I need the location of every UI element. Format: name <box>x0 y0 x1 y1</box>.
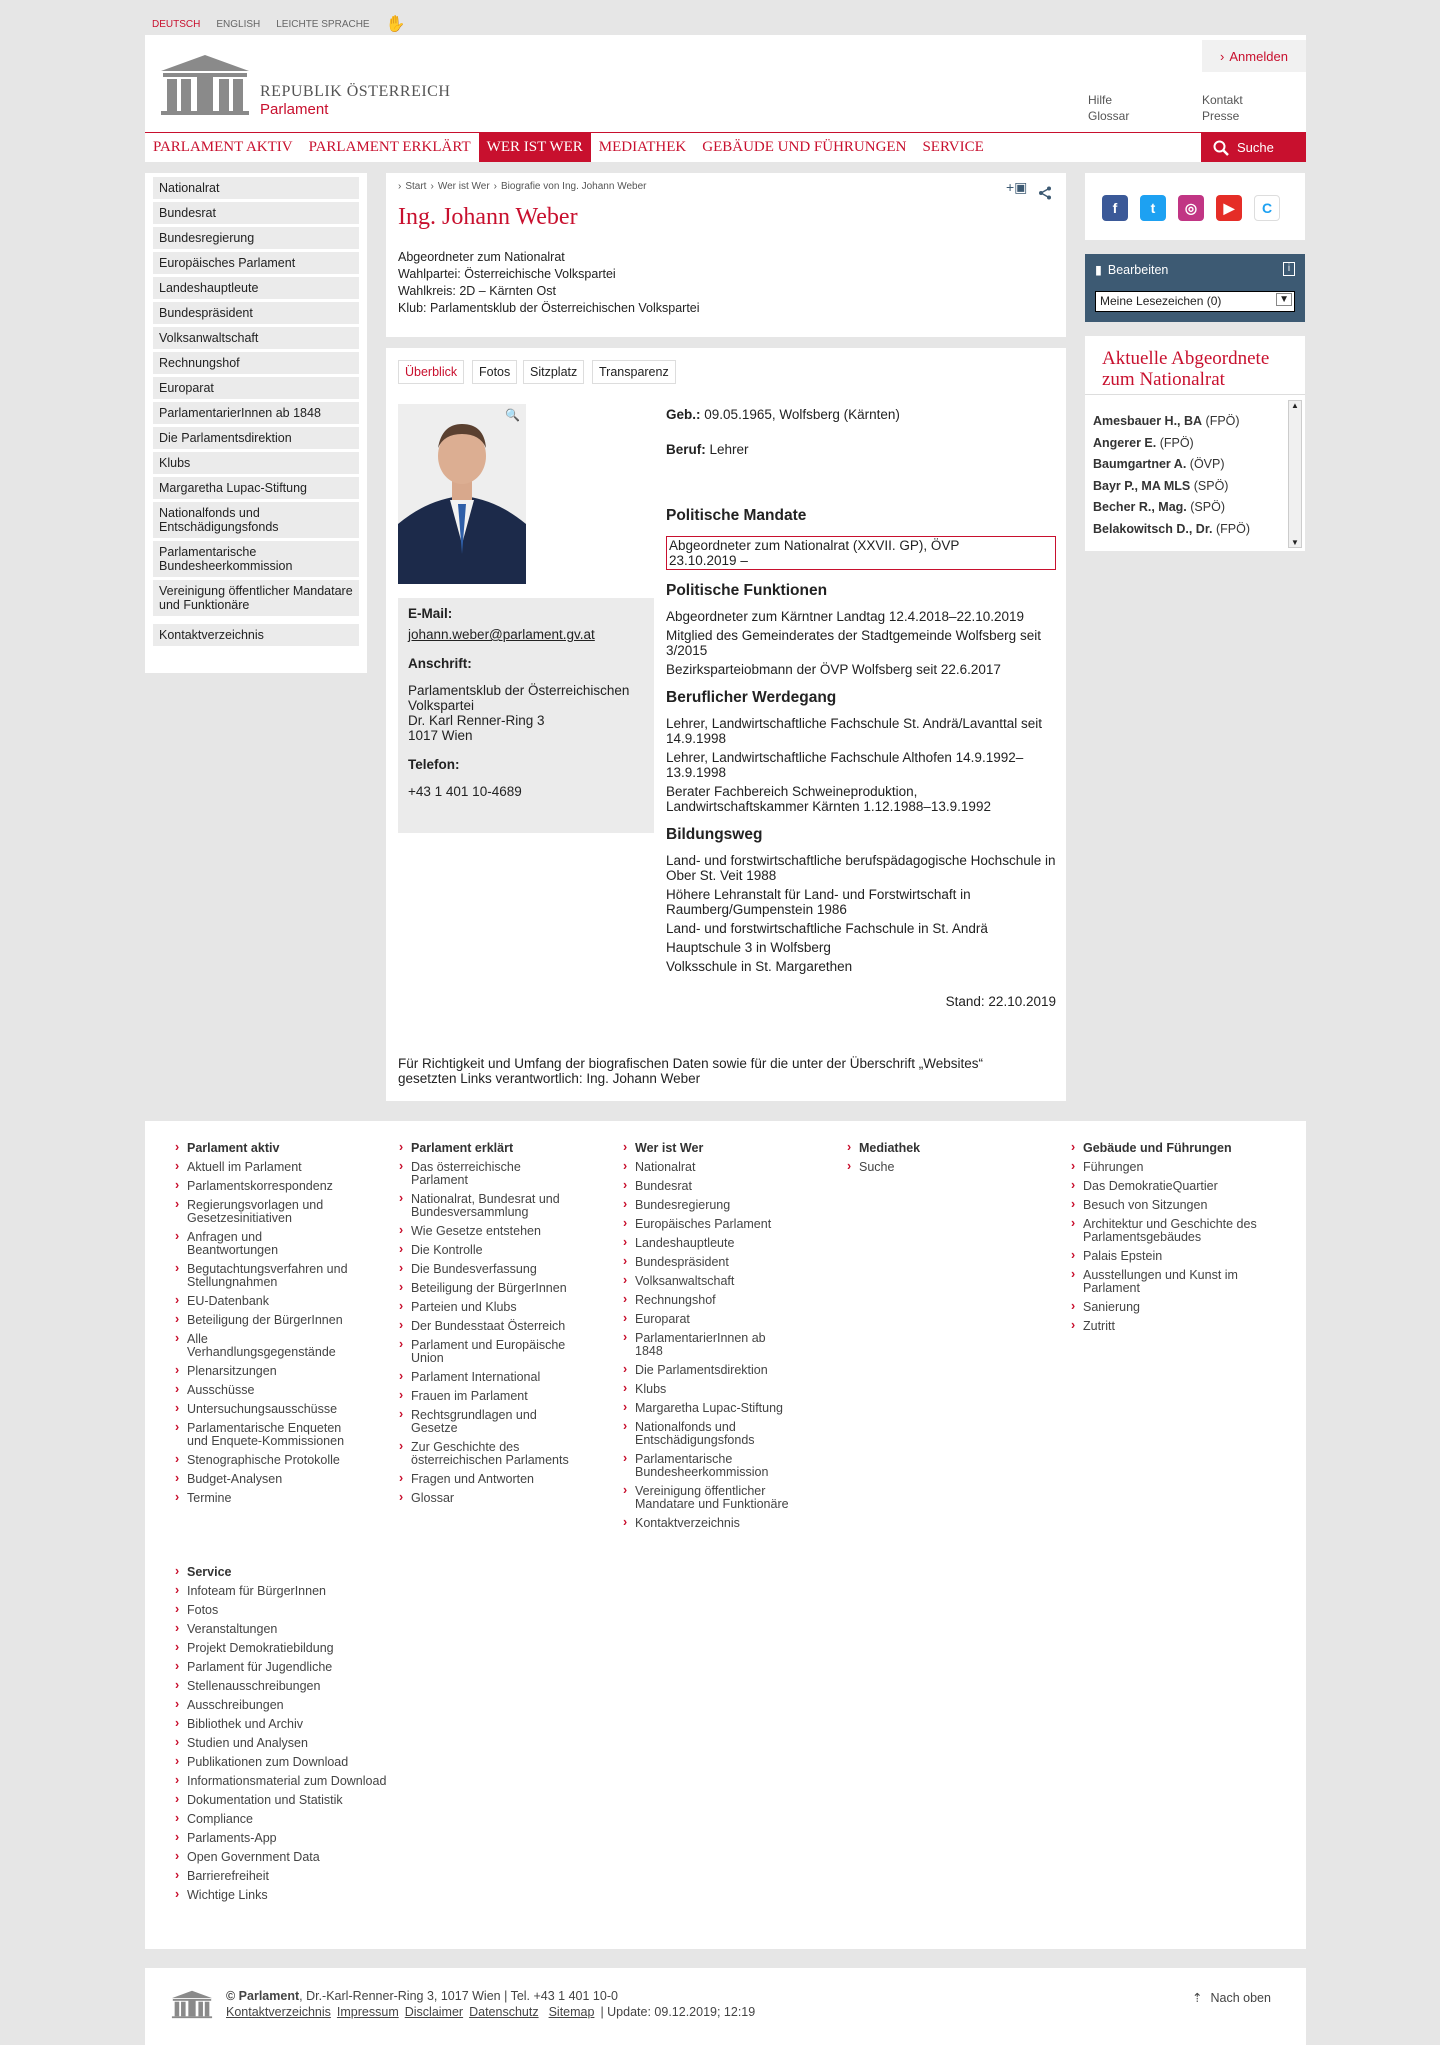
nav-service[interactable]: SERVICE <box>922 139 984 155</box>
footer-link[interactable]: › Regierungsvorlagen und Gesetzesinitiativen <box>173 1199 353 1225</box>
career-item: Lehrer, Landwirtschaftliche Fachschule St. Andrä/Lavanttal seit 14.9.1998 <box>666 716 1042 746</box>
sidebar-item-kontaktverzeichnis[interactable]: Kontaktverzeichnis <box>153 624 359 646</box>
footer-link[interactable]: › Zur Geschichte des österreichischen Parlaments <box>397 1441 577 1467</box>
nav-mediathek[interactable]: MEDIATHEK <box>598 139 687 155</box>
footer-link[interactable]: › Ausschüsse <box>173 1384 353 1397</box>
instagram-icon[interactable]: ◎ <box>1178 195 1204 221</box>
footer-link[interactable]: › Das DemokratieQuartier <box>1069 1180 1259 1193</box>
tab-transparenz[interactable]: Transparenz <box>592 360 676 384</box>
login-label: Anmelden <box>1229 48 1288 64</box>
sidebar-item-landeshauptleute[interactable]: Landeshauptleute <box>153 277 359 299</box>
footer-link[interactable]: › Parlaments-App <box>173 1832 413 1845</box>
kontaktverzeichnis-link[interactable]: Kontaktverzeichnis <box>226 2005 331 2019</box>
sidebar-item-bundespraesident[interactable]: Bundespräsident <box>153 302 359 324</box>
sidebar-item-bundesheerkommission[interactable]: Parlamentarische Bundesheerkommission <box>153 541 359 577</box>
footer-link[interactable]: › Publikationen zum Download <box>173 1756 413 1769</box>
footer-link[interactable]: › Frauen im Parlament <box>397 1390 577 1403</box>
brand-title: REPUBLIK ÖSTERREICH <box>260 83 451 100</box>
content-card <box>386 348 1066 1101</box>
footer-link[interactable]: › Compliance <box>173 1813 413 1826</box>
scroll-up-icon[interactable]: ▲ <box>1291 401 1299 410</box>
functions-heading: Politische Funktionen <box>666 582 828 599</box>
mp-item[interactable]: Angerer E. (FPÖ) <box>1093 435 1194 450</box>
footer-link[interactable]: › Klubs <box>621 1383 801 1396</box>
stand-date: Stand: 22.10.2019 <box>945 994 1056 1009</box>
birth-row: Geb.: 09.05.1965, Wolfsberg (Kärnten) <box>666 407 900 422</box>
footer-col-mediathek: › Mediathek › Suche <box>845 1141 1025 1180</box>
parliament-logo-icon[interactable] <box>159 53 251 115</box>
sidebar-item-lupac[interactable]: Margaretha Lupac-Stiftung <box>153 477 359 499</box>
person-header <box>386 173 1066 337</box>
chevron-down-icon: ▼ <box>1276 293 1292 306</box>
footer-link[interactable]: › Die Parlamentsdirektion <box>621 1364 801 1377</box>
nav-wer-ist-wer[interactable]: WER IST WER <box>479 133 591 162</box>
mp-item[interactable]: Becher R., Mag. (SPÖ) <box>1093 500 1225 514</box>
footer-link[interactable]: › Wie Gesetze entstehen <box>397 1225 577 1238</box>
info-icon[interactable]: i <box>1283 262 1295 276</box>
sidebar-item-nationalrat[interactable]: Nationalrat <box>153 177 359 199</box>
footer-link[interactable]: › Palais Epstein <box>1069 1250 1259 1263</box>
education-item: Volksschule in St. Margarethen <box>666 959 853 974</box>
footer-link[interactable]: › Bundesregierung <box>621 1199 801 1212</box>
function-item: Mitglied des Gemeinderates der Stadtgemeinde Wolfsberg seit 3/2015 <box>666 628 1041 658</box>
update-timestamp: | Update: 09.12.2019; 12:19 <box>600 2005 756 2019</box>
sidebar-item-bundesregierung[interactable]: Bundesregierung <box>153 227 359 249</box>
footer-link[interactable]: › Margaretha Lupac-Stiftung <box>621 1402 801 1415</box>
sidebar-item-volksanwaltschaft[interactable]: Volksanwaltschaft <box>153 327 359 349</box>
language-bar <box>152 14 406 34</box>
footer-link[interactable]: › Der Bundesstaat Österreich <box>397 1320 577 1333</box>
lang-english[interactable]: ENGLISH <box>216 18 261 30</box>
sidebar-item-rechnungshof[interactable]: Rechnungshof <box>153 352 359 374</box>
footer-link[interactable]: › Parlament für Jugendliche <box>173 1661 413 1674</box>
footer-link[interactable]: › Vereinigung öffentlicher Mandatare und Funktionäre <box>621 1485 801 1511</box>
current-mps-title: Aktuelle Abgeordnete zum Nationalrat <box>1102 348 1270 390</box>
footer-link[interactable]: › Rechtsgrundlagen und Gesetze <box>397 1409 577 1435</box>
sign-language-icon[interactable]: ✋ <box>385 16 406 33</box>
mp-item[interactable]: Amesbauer H., BA (FPÖ) <box>1093 414 1240 428</box>
breadcrumb: › Start › Wer ist Wer › Biografie von Ing. Johann Weber <box>398 181 647 192</box>
share-icon[interactable] <box>1038 186 1052 200</box>
help-link[interactable]: Hilfe <box>1088 93 1113 107</box>
bookmarks-header[interactable]: ▮ Bearbeiten <box>1095 262 1169 277</box>
contact-link[interactable]: Kontakt <box>1202 93 1243 107</box>
contact-box <box>398 598 654 833</box>
sidebar-item-klubs[interactable]: Klubs <box>153 452 359 474</box>
footer-link[interactable]: › Barrierefreiheit <box>173 1870 413 1883</box>
footer-link[interactable]: › Volksanwaltschaft <box>621 1275 801 1288</box>
press-link[interactable]: Presse <box>1202 109 1240 123</box>
legal-links <box>226 2005 755 2019</box>
footer-link[interactable]: › Fotos <box>173 1604 413 1617</box>
lang-deutsch[interactable]: DEUTSCH <box>152 18 201 30</box>
footer-link[interactable]: › Besuch von Sitzungen <box>1069 1199 1259 1212</box>
footer-link[interactable]: › Sanierung <box>1069 1301 1259 1314</box>
career-heading: Beruflicher Werdegang <box>666 689 837 706</box>
login-button[interactable] <box>1202 40 1306 72</box>
mp-item[interactable]: Baumgartner A. (ÖVP) <box>1093 457 1225 471</box>
footer-link[interactable]: › Zutritt <box>1069 1320 1259 1333</box>
footer-link[interactable]: › Rechnungshof <box>621 1294 801 1307</box>
breadcrumb-wer-ist-wer[interactable]: Wer ist Wer <box>437 181 490 192</box>
footer-link[interactable]: › Beteiligung der BürgerInnen <box>173 1314 353 1327</box>
footer-link[interactable]: › Nationalfonds und Entschädigungsfonds <box>621 1421 801 1447</box>
education-heading: Bildungsweg <box>666 826 763 843</box>
footer-link[interactable]: › Führungen <box>1069 1161 1259 1174</box>
email-label: E-Mail: <box>408 606 453 621</box>
bookmark-icon: ▮ <box>1095 263 1102 277</box>
footer-col-wer-ist-wer: › Wer ist Wer › Nationalrat › Bundesrat › Bundesregierung › Europäisches Parlament › Landeshauptleute › Bundespräsident › Volksanwaltschaft › Rechnungshof › Europarat › ParlamentarierInnen ab 1848 › Die Parlamentsdirektion › Klubs › Margaretha Lupac-Stiftung › Nationalfonds und Entschädigungsfonds › Parlamentarische Bundesheerkommission › Vereinigung öffentlicher Mandatare und Funktionäre › Kontaktverzeichnis <box>621 1141 801 1536</box>
footer-link[interactable]: › Parteien und Klubs <box>397 1301 577 1314</box>
function-item: Abgeordneter zum Kärntner Landtag 12.4.2018–22.10.2019 <box>666 609 1025 624</box>
parliament-small-logo-icon <box>171 1988 213 2020</box>
mp-item[interactable]: Bayr P., MA MLS (SPÖ) <box>1093 478 1229 493</box>
search-icon <box>1213 140 1229 156</box>
footer-link[interactable]: › Open Government Data <box>173 1851 413 1864</box>
twitter-icon[interactable]: t <box>1140 195 1166 221</box>
address-label: Anschrift: <box>408 656 472 671</box>
current-mps-box <box>1085 336 1305 551</box>
back-to-top-link[interactable]: ⇡ Nach oben <box>1192 1991 1271 2005</box>
footer-link[interactable]: › Plenarsitzungen <box>173 1365 353 1378</box>
footer-col-gebaeude: › Gebäude und Führungen › Führungen › Das DemokratieQuartier › Besuch von Sitzungen › Architektur und Geschichte des Parlamentsgebäudes › Palais Epstein › Ausstellungen und Kunst im Parlament › Sanierung › Zutritt <box>1069 1141 1259 1339</box>
footer-link[interactable]: › Termine <box>173 1492 353 1505</box>
education-item: Land- und forstwirtschaftliche Fachschule in St. Andrä <box>666 921 988 936</box>
sidebar-item-parlamentsdirektion[interactable]: Die Parlamentsdirektion <box>153 427 359 449</box>
nav-parlament-erklaert[interactable]: PARLAMENT ERKLÄRT <box>308 139 471 155</box>
footer-link[interactable]: › Infoteam für BürgerInnen <box>173 1585 413 1598</box>
function-item: Bezirksparteiobmann der ÖVP Wolfsberg seit 22.6.2017 <box>666 662 1001 677</box>
mp-list-scrollbar[interactable] <box>1288 400 1302 548</box>
footer-link[interactable]: › Budget-Analysen <box>173 1473 353 1486</box>
tab-fotos[interactable]: Fotos <box>472 360 517 384</box>
education-item: Land- und forstwirtschaftliche berufspädagogische Hochschule in Ober St. Veit 1988 <box>666 853 1056 883</box>
footer-link[interactable]: › Die Kontrolle <box>397 1244 577 1257</box>
footer-link[interactable]: › Das österreichische Parlament <box>397 1161 577 1187</box>
datenschutz-link[interactable]: Datenschutz <box>469 2005 539 2019</box>
nav-parlament-aktiv[interactable]: PARLAMENT AKTIV <box>153 139 293 155</box>
footer-link[interactable]: › Fragen und Antworten <box>397 1473 577 1486</box>
footer-col-parlament-erklaert: › Parlament erklärt › Das österreichische Parlament › Nationalrat, Bundesrat und Bundesversammlung › Wie Gesetze entstehen › Die Kontrolle › Die Bundesverfassung › Beteiligung der BürgerInnen › Parteien und Klubs › Der Bundesstaat Österreich › Parlament und Europäische Union › Parlament International › Frauen im Parlament › Rechtsgrundlagen und Gesetze › Zur Geschichte des österreichischen Parlaments › Fragen und Antworten › Glossar <box>397 1141 577 1511</box>
footer-link[interactable]: › ParlamentarierInnen ab 1848 <box>621 1332 771 1358</box>
footer-link[interactable]: › Parlament International <box>397 1371 577 1384</box>
footer-col-service: › Service › Infoteam für BürgerInnen › Fotos › Veranstaltungen › Projekt Demokratiebildung › Parlament für Jugendliche › Stellenausschreibungen › Ausschreibungen › Bibliothek und Archiv › Studien und Analysen › Publikationen zum Download › Informationsmaterial zum Download › Dokumentation und Statistik › Compliance › Parlaments-App › Open Government Data › Barrierefreiheit › Wichtige Links <box>173 1565 413 1908</box>
tab-sitzplatz[interactable]: Sitzplatz <box>523 360 584 384</box>
sidebar <box>145 173 367 673</box>
sitemap-link[interactable]: Sitemap <box>548 2005 595 2019</box>
disclaimer-text: Für Richtigkeit und Umfang der biografischen Daten sowie für die unter der Überschrift „Websites“ gesetzten Links verantwortlich: Ing. Johann Weber <box>398 1056 984 1086</box>
bookmarks-panel <box>1085 254 1305 322</box>
footer-link[interactable]: › Beteiligung der BürgerInnen <box>397 1282 577 1295</box>
bottom-bar <box>145 1968 1306 2045</box>
footer-link[interactable]: › Suche <box>845 1161 1025 1174</box>
address-value: Parlamentsklub der Österreichischen Volkspartei Dr. Karl Renner-Ring 3 1017 Wien <box>408 683 630 743</box>
demokratiewebstatt-icon[interactable]: C <box>1254 195 1280 221</box>
phone-value: +43 1 401 10-4689 <box>408 784 522 799</box>
copyright-line: © Parlament, Dr.-Karl-Renner-Ring 3, 1017 Wien | Tel. +43 1 401 10-0 <box>226 1989 618 2003</box>
phone-label: Telefon: <box>408 757 460 772</box>
footer-link[interactable]: › Die Bundesverfassung <box>397 1263 577 1276</box>
mp-item[interactable]: Belakowitsch D., Dr. (FPÖ) <box>1093 521 1250 536</box>
breadcrumb-start[interactable]: Start <box>405 181 427 192</box>
zoom-icon[interactable]: 🔍 <box>505 408 520 422</box>
scroll-down-icon[interactable]: ▼ <box>1291 538 1299 547</box>
facebook-icon[interactable]: f <box>1102 195 1128 221</box>
search-button[interactable] <box>1201 133 1306 162</box>
social-links <box>1085 173 1305 240</box>
sidebar-item-nationalfonds[interactable]: Nationalfonds und Entschädigungsfonds <box>153 502 359 538</box>
footer-link[interactable]: › Europarat <box>621 1313 801 1326</box>
footer-link[interactable]: › Ausstellungen und Kunst im Parlament <box>1069 1269 1259 1295</box>
person-party: Wahlpartei: Österreichische Volkspartei <box>398 267 616 281</box>
footer-link[interactable]: › Bundespräsident <box>621 1256 801 1269</box>
nav-gebaeude[interactable]: GEBÄUDE UND FÜHRUNGEN <box>702 139 907 155</box>
footer-link[interactable]: › Veranstaltungen <box>173 1623 413 1636</box>
impressum-link[interactable]: Impressum <box>336 2005 399 2019</box>
add-bookmark-icon[interactable]: +▣ <box>1006 179 1028 195</box>
footer-col-parlament-aktiv: › Parlament aktiv › Aktuell im Parlament › Parlamentskorrespondenz › Regierungsvorlagen und Gesetzesinitiativen › Anfragen und Beantwortungen › Begutachtungsverfahren und Stellungnahmen › EU-Datenbank › Beteiligung der BürgerInnen › Alle Verhandlungsgegenstände › Plenarsitzungen › Ausschüsse › Untersuchungsausschüsse › Parlamentarische Enqueten und Enquete-Kommissionen › Stenographische Protokolle › Budget-Analysen › Termine <box>173 1141 353 1511</box>
footer-sitemap <box>145 1121 1306 1949</box>
footer-link[interactable]: › Informationsmaterial zum Download <box>173 1775 413 1788</box>
youtube-icon[interactable]: ▶ <box>1216 195 1242 221</box>
lang-easy[interactable]: LEICHTE SPRACHE <box>276 18 370 30</box>
chevron-right-icon: › <box>1220 48 1225 64</box>
page-title: Ing. Johann Weber <box>398 204 578 230</box>
tab-ueberblick[interactable]: Überblick <box>398 360 464 384</box>
sidebar-item-bundesrat[interactable]: Bundesrat <box>153 202 359 224</box>
career-item: Lehrer, Landwirtschaftliche Fachschule Althofen 14.9.1992–13.9.1998 <box>666 750 1024 780</box>
footer-link[interactable]: › Parlamentarische Bundesheerkommission <box>621 1453 801 1479</box>
footer-link[interactable]: › Begutachtungsverfahren und Stellungnahmen <box>173 1263 353 1289</box>
footer-link[interactable]: › EU-Datenbank <box>173 1295 353 1308</box>
breadcrumb-current: Biografie von Ing. Johann Weber <box>501 181 647 192</box>
main-navigation <box>145 132 1306 162</box>
footer-link[interactable]: › Anfragen und Beantwortungen <box>173 1231 353 1257</box>
sidebar-item-europarat[interactable]: Europarat <box>153 377 359 399</box>
footer-link[interactable]: › Alle Verhandlungsgegenstände <box>173 1333 353 1359</box>
footer-link[interactable]: › Untersuchungsausschüsse <box>173 1403 353 1416</box>
glossary-link[interactable]: Glossar <box>1088 109 1130 123</box>
brand-subtitle: Parlament <box>260 101 329 118</box>
mandates-heading: Politische Mandate <box>666 507 807 524</box>
footer-link[interactable]: › Glossar <box>397 1492 577 1505</box>
sidebar-item-vereinigung[interactable]: Vereinigung öffentlicher Mandatare und Funktionäre <box>153 580 359 616</box>
footer-link[interactable]: › Kontaktverzeichnis <box>621 1517 801 1530</box>
footer-link[interactable]: › Ausschreibungen <box>173 1699 413 1712</box>
biography-details <box>666 404 1056 1009</box>
footer-link[interactable]: › Stenographische Protokolle <box>173 1454 353 1467</box>
footer-link[interactable]: › Landeshauptleute <box>621 1237 801 1250</box>
footer-link[interactable]: › Bibliothek und Archiv <box>173 1718 413 1731</box>
footer-link[interactable]: › Dokumentation und Statistik <box>173 1794 413 1807</box>
email-link[interactable]: johann.weber@parlament.gv.at <box>408 627 595 642</box>
current-mandate: Abgeordneter zum Nationalrat (XXVII. GP), ÖVP 23.10.2019 – <box>666 536 1056 570</box>
job-row: Beruf: Lehrer <box>666 442 749 457</box>
education-item: Hauptschule 3 in Wolfsberg <box>666 940 831 955</box>
career-item: Berater Fachbereich Schweineproduktion, Landwirtschaftskammer Kärnten 1.12.1988–13.9.1992 <box>666 784 991 814</box>
mp-list <box>1093 411 1283 546</box>
footer-link[interactable]: › Parlament und Europäische Union <box>397 1339 577 1365</box>
footer-link[interactable]: › Parlamentarische Enqueten und Enquete-Kommissionen <box>173 1422 353 1448</box>
search-label: Suche <box>1237 140 1274 155</box>
sidebar-item-eu-parlament[interactable]: Europäisches Parlament <box>153 252 359 274</box>
person-role: Abgeordneter zum Nationalrat <box>398 250 565 264</box>
footer-link[interactable]: › Nationalrat <box>621 1161 801 1174</box>
sidebar-item-parlamentarierinnen[interactable]: ParlamentarierInnen ab 1848 <box>153 402 359 424</box>
footer-link[interactable]: › Projekt Demokratiebildung <box>173 1642 413 1655</box>
footer-link[interactable]: › Bundesrat <box>621 1180 801 1193</box>
education-item: Höhere Lehranstalt für Land- und Forstwirtschaft in Raumberg/Gumpenstein 1986 <box>666 887 971 917</box>
footer-link[interactable]: › Nationalrat, Bundesrat und Bundesversammlung <box>397 1193 577 1219</box>
person-district: Wahlkreis: 2D – Kärnten Ost <box>398 284 556 298</box>
person-club: Klub: Parlamentsklub der Österreichischen Volkspartei <box>398 301 700 315</box>
footer-link[interactable]: › Studien und Analysen <box>173 1737 413 1750</box>
person-photo[interactable] <box>398 404 526 584</box>
disclaimer-link[interactable]: Disclaimer <box>404 2005 464 2019</box>
footer-link[interactable]: › Architektur und Geschichte des Parlamentsgebäudes <box>1069 1218 1259 1244</box>
footer-link[interactable]: › Wichtige Links <box>173 1889 413 1902</box>
arrow-up-icon: ⇡ <box>1192 1991 1203 2005</box>
bookmarks-select[interactable]: Meine Lesezeichen (0) ▼ <box>1095 291 1295 312</box>
footer-link[interactable]: › Aktuell im Parlament <box>173 1161 353 1174</box>
footer-link[interactable]: › Stellenausschreibungen <box>173 1680 413 1693</box>
site-header <box>145 35 1306 132</box>
footer-link[interactable]: › Parlamentskorrespondenz <box>173 1180 353 1193</box>
footer-link[interactable]: › Europäisches Parlament <box>621 1218 801 1231</box>
